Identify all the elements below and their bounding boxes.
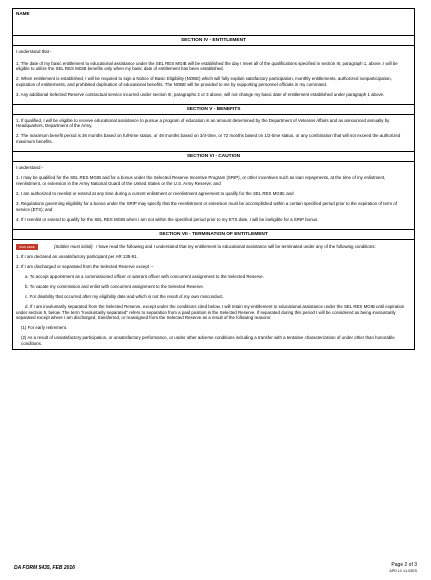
section-vi-body xyxy=(13,162,414,230)
section-iv-header: SECTION IV - ENTITLEMENT xyxy=(13,36,414,46)
page-number: Page 2 of 3 xyxy=(391,562,417,568)
name-label: NAME xyxy=(16,11,30,16)
section-iv-paragraph-2: 2. When entitlement is established, I will be required to sign a Notice of Basic Eligibility (NOBE) which will fully explain satisfactory participation, monthly entitlements, authorized nonparticipation, expiration of entitlements, and prohibited duplication of educational benefits. The NOBE will be provided to me by supporting personnel officials in my command. xyxy=(16,76,392,87)
section-iv-intro: I understand that - xyxy=(16,49,52,54)
initial-note: (Soldier must initial) xyxy=(54,243,93,249)
section-vi-intro: I understand - xyxy=(16,164,44,170)
section-v-paragraph-1: 1. If qualified, I will be eligible to receive educational assistance to pursue a program of education in an amount determined by the Department of Veterans Affairs and as announced annually by Headquarters, Department of the Army. xyxy=(16,117,390,129)
section-vi-paragraph-2: 2. I am authorized to reenlist or extend at any time during a current enlistment or reenlistment agreement to qualify for the SEL RES MGIB; and xyxy=(16,191,294,197)
section-vi-paragraph-1: 1. I may be qualified for the SEL RES MGIB and for a bonus under the Selected Reserve Incentive Program (SRIP), or other incentives such as loan repayments, at the time of my enlistment, reenlistment, or extension in the Army National Guard of the United States or the U.S. Army Reserve; and xyxy=(16,175,386,187)
section-vii-paragraph-2: 2. If I am discharged or separated from the Selected Reserve except -- xyxy=(16,263,154,269)
section-vii-intro-line xyxy=(16,244,411,250)
section-iv-body xyxy=(13,46,414,105)
sign-here-tab[interactable]: SIGN HERE xyxy=(16,244,38,250)
section-vii-item-d1: (1) For early retirement. xyxy=(21,325,68,331)
section-vi-paragraph-4: 4. If I reenlist or extend to qualify for the SEL RES MGIB when I am not within the specified period prior to my ETS date, I will be ineligible for a SRIP bonus. xyxy=(16,216,319,222)
section-iv-paragraph-1: 1. The date of my basic entitlement to educational assistance under the SEL RES MGIB will be established the day I meet all of the qualifications specified in section III, paragraph 1, above. I will be eligible to utilize the SEL RES MGIB benefits only when my basic date of entitlement has been established. xyxy=(16,60,398,72)
section-vii-header: SECTION VII - TERMINATION OF ENTITLEMENT xyxy=(13,230,414,240)
section-v-header: SECTION V - BENEFITS xyxy=(13,105,414,115)
form-page xyxy=(12,8,415,350)
section-vii-item-c: c. For disability that occurred after my eligibility date and which is not the result of my own misconduct. xyxy=(25,293,224,299)
section-vii-item-d-text: d. If I am involuntarily separated from the Selected Reserve, except under the conditions cited below, I will retain my entitlement to educational assistance under the SEL RES MGIB until expiration under section 5, below. The term "involuntarily separated" refers to separation from a paid position in the Selected Reserve. If separated during this period I will be considered as being involuntarily separated except where I am discharged, transferred, or reassigned from the Selected Reserve as a result of the following reasons: xyxy=(16,303,405,321)
name-field[interactable] xyxy=(13,9,414,36)
section-v-body xyxy=(13,115,414,152)
section-vi-header: SECTION VI - CAUTION xyxy=(13,152,414,162)
form-id: DA FORM 5435, FEB 2016 xyxy=(14,565,75,571)
section-vi-paragraph-3: 3. Regulations governing eligibility for a bonus under the SRIP may specify that the reenlistment or extension must be accomplished within a certain specified period prior to the expiration of term of service (ETS); and xyxy=(16,201,397,212)
section-vii-intro: I have read the following and I understand that my entitlement to educational assistance will be terminated under any of the following conditions: xyxy=(96,243,376,249)
section-v-paragraph-2: 2. The maximum benefit period is 36 months based on full-time status, or 48 months based on 3/4-time, or 72 months based on 1/2-time status, or any combination that will not exceed the authorized maximum benefits. xyxy=(16,133,401,144)
form-version: APD LC v1.02ES xyxy=(389,568,417,573)
section-iv-paragraph-3: 3. Any additional Selected Reserve contractual service incurred under section III, paragraphs 2 or 3 above, will not change my basic date of entitlement established under paragraph 1 above. xyxy=(16,91,385,97)
section-vii-item-b: b. To vacate my commission and enlist with concurrent assignment to the Selected Reserve. xyxy=(25,283,205,289)
section-vii-item-a: a. To accept appointment as a commissioned officer or warrant officer with concurrent assignment to the Selected Reserve. xyxy=(25,273,264,279)
section-vii-body xyxy=(13,240,414,350)
page-info xyxy=(389,563,417,574)
section-vii-paragraph-1: 1. If I am declared an unsatisfactory participant per AR 135-91. xyxy=(16,254,138,259)
section-vii-item-d2: (2) As a result of unsatisfactory participation, or unsatisfactory performance, or under other adverse conditions including a transfer with a tentative characterization of under other than honorable conditions. xyxy=(21,335,395,346)
section-vii-item-d xyxy=(16,304,411,321)
